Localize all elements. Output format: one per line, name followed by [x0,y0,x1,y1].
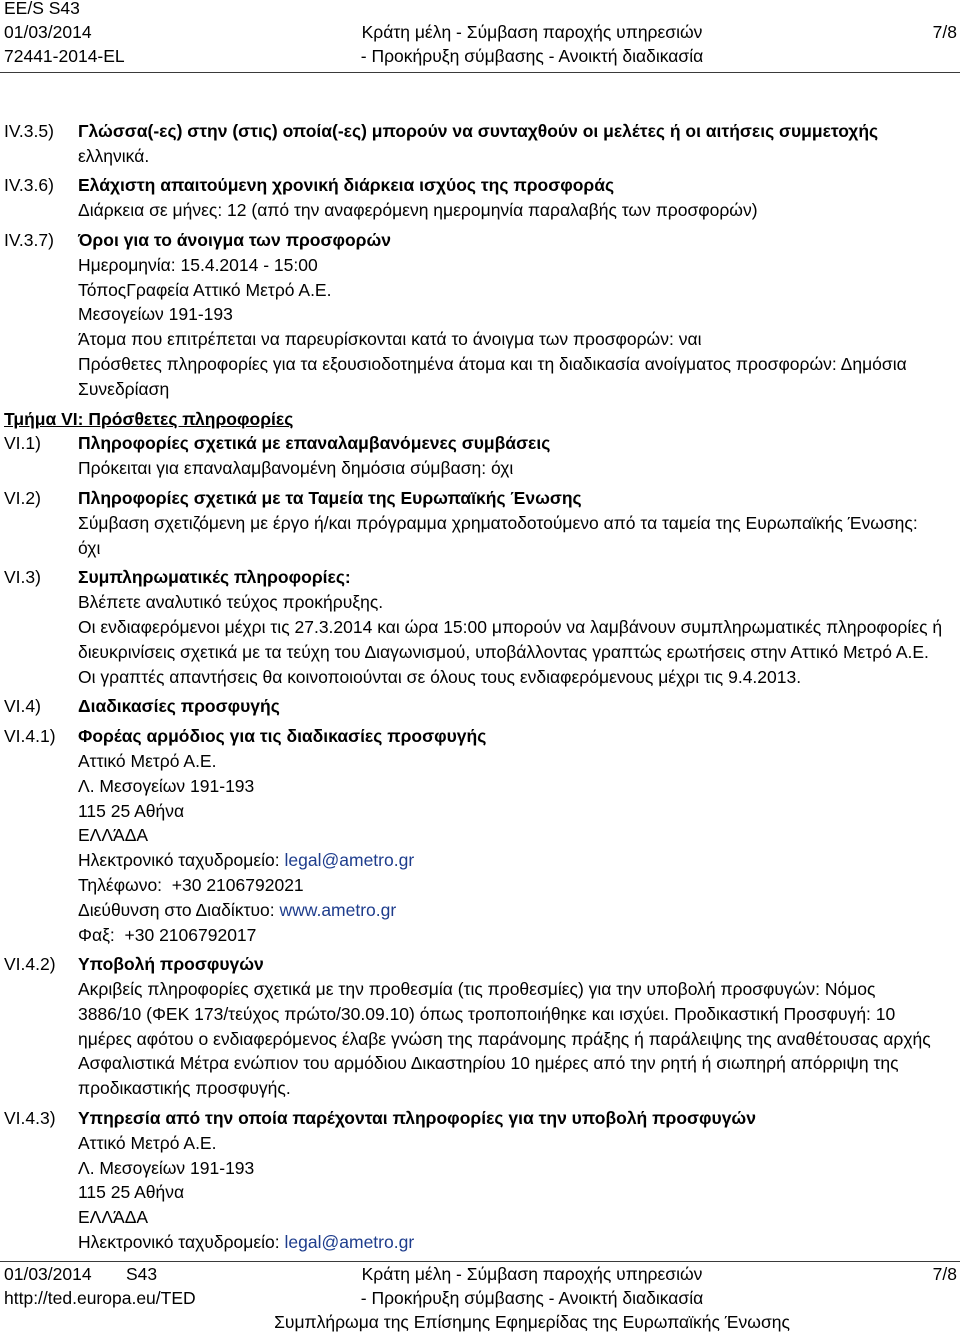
postal-town: 115 25 Αθήνα [78,1182,185,1203]
opening-additional-info: Συνεδρίαση [78,378,170,399]
item-vi-1-recurrent [0,431,960,481]
publication-date: 01/03/2014 [4,22,92,42]
header-title-line-2: - Προκήρυξη σύμβασης - Ανοικτή διαδικασία [360,46,704,66]
item-iv-3-7-opening [0,228,960,402]
item-number: VI.4) [4,696,41,717]
header-title-line-1: Κράτη μέλη - Σύμβαση παροχής υπηρεσιών [361,22,703,42]
phone-label: Τηλέφωνο: [78,874,172,895]
journal-reference: EE/S S43 [4,0,80,18]
page-header [0,0,960,68]
page-footer [0,1262,960,1334]
item-number: VI.1) [4,433,41,454]
item-heading: Υπηρεσία από την οποία παρέχονται πληροφορίες για την υποβολή προσφυγών [78,1108,756,1129]
item-vi-4-review [0,694,960,719]
organisation-name: Αττικό Μετρό Α.Ε. [78,1132,217,1153]
phone-line [78,873,960,898]
notice-number: 72441-2014-EL [4,46,125,66]
footer-issue: S43 [126,1264,158,1284]
item-text: Οι γραπτές απαντήσεις θα κοινοποιούνται σε όλους τους ενδιαφερόμενους μέχρι τις 9.4.2013. [78,666,802,687]
item-number: VI.4.2) [4,954,56,975]
item-text: Διάρκεια σε μήνες: 12 (από την αναφερόμενη ημερομηνία παραλαβής των προσφορών) [78,200,758,221]
footer-page-number: 7/8 [932,1264,957,1284]
item-number: VI.4.1) [4,726,56,747]
item-vi-3-additional-info [0,565,960,689]
item-text: ημέρες αφότου ο ενδιαφερόμενος έλαβε γνώση της παράνομης πράξης ή παράλειψης της αναθέτουσας αρχής [78,1028,931,1049]
item-heading: Υποβολή προσφυγών [78,954,264,975]
item-heading: Διαδικασίες προσφυγής [78,696,280,717]
footer-row [0,1310,960,1334]
item-text: Πρόκειται για επαναλαμβανομένη δημόσια σύμβαση: όχι [78,458,514,479]
header-row [0,44,960,68]
item-iv-3-5-languages [0,119,960,169]
item-heading: Πληροφορίες σχετικά με επαναλαμβανόμενες συμβάσεις [78,433,551,454]
footer-date: 01/03/2014 [4,1264,92,1284]
item-heading: Όροι για το άνοιγμα των προσφορών [78,229,392,250]
opening-additional-info: Πρόσθετες πληροφορίες για τα εξουσιοδοτημένα άτομα και τη διαδικασία ανοίγματος προσφορών: Δημόσια [78,353,907,374]
street-address: Λ. Μεσογείων 191-193 [78,775,255,796]
postal-town: 115 25 Αθήνα [78,800,185,821]
opening-date: Ημερομηνία: 15.4.2014 - 15:00 [78,254,318,275]
item-text: όχι [78,537,101,558]
item-text: Βλέπετε αναλυτικό τεύχος προκήρυξης. [78,592,384,613]
item-number: IV.3.7) [4,229,54,250]
footer-row [0,1262,960,1286]
fax-line [78,923,960,948]
website-line [78,898,960,923]
footer-title-line-1: Κράτη μέλη - Σύμβαση παροχής υπηρεσιών [361,1264,703,1284]
item-iv-3-6-validity [0,173,960,223]
item-text: Οι ενδιαφερόμενοι μέχρι τις 27.3.2014 και ώρα 15:00 μπορούν να λαμβάνουν συμπληρωματικές πληροφορίες ή [78,616,943,637]
item-text: Σύμβαση σχετιζόμενη με έργο ή/και πρόγραμμα χρηματοδοτούμενο από τα ταμεία της Ευρωπαϊκής Ένωσης: [78,512,918,533]
item-text: ελληνικά. [78,145,150,166]
section-title: Τμήμα VI: Πρόσθετες πληροφορίες [4,408,294,429]
notice-content [0,119,960,1260]
page-number: 7/8 [932,22,957,42]
item-text: 3886/10 (ΦΕΚ 173/τεύχος πρώτο/30.09.10) όπως τροποποιήθηκε και ισχύει. Προδικαστική Προσφυγή: 10 [78,1003,896,1024]
header-divider [0,72,960,73]
item-heading: Φορέας αρμόδιος για τις διαδικασίες προσφυγής [78,726,487,747]
item-vi-4-2-lodging [0,952,960,1101]
country: ΕΛΛΆΔΑ [78,825,149,846]
footer-url: http://ted.europa.eu/TED [4,1288,196,1308]
header-row [0,0,960,20]
item-number: IV.3.6) [4,175,54,196]
item-vi-4-3-info-service [0,1106,960,1255]
item-number: VI.2) [4,487,41,508]
item-heading: Πληροφορίες σχετικά με τα Ταμεία της Ευρωπαϊκής Ένωσης [78,487,582,508]
email-link[interactable]: legal@ametro.gr [284,1232,415,1253]
item-text: Ασφαλιστικά Μέτρα ενώπιον του αρμόδιου Δικαστηρίου 10 ημέρες από την ρητή ή σιωπηρή απόρριψη της [78,1053,899,1074]
footer-row [0,1286,960,1310]
organisation-name: Αττικό Μετρό Α.Ε. [78,750,217,771]
phone-number: +30 2106792021 [171,874,304,895]
email-line [78,1230,960,1255]
email-label: Ηλεκτρονικό ταχυδρομείο: [78,850,285,871]
website-link[interactable]: www.ametro.gr [279,899,397,920]
item-heading: Γλώσσα(-ες) στην (στις) οποία(-ες) μπορούν να συνταχθούν οι μελέτες ή οι αιτήσεις συμμετοχής [78,120,879,141]
item-number: VI.4.3) [4,1108,56,1129]
street-address: Λ. Μεσογείων 191-193 [78,1157,255,1178]
item-text: διευκρινίσεις σχετικά με τα τεύχη του Διαγωνισμού, υποβάλλοντας γραπτώς ερωτήσεις στην Αττικό Μετρό Α.Ε. [78,641,929,662]
opening-place: ΤόποςΓραφεία Αττικό Μετρό Α.Ε. [78,279,332,300]
item-text: προδικαστικής προσφυγής. [78,1078,291,1099]
item-text: Ακριβείς πληροφορίες σχετικά με την προθεσμία (τις προθεσμίες) για την υποβολή προσφυγών: Νόμος [78,979,876,1000]
item-heading: Συμπληρωματικές πληροφορίες: [78,567,351,588]
header-row [0,20,960,44]
opening-address: Μεσογείων 191-193 [78,304,233,325]
item-vi-4-1-review-body [0,724,960,947]
email-link[interactable]: legal@ametro.gr [284,850,415,871]
email-label: Ηλεκτρονικό ταχυδρομείο: [78,1232,285,1253]
country: ΕΛΛΆΔΑ [78,1207,149,1228]
footer-title-line-2: - Προκήρυξη σύμβασης - Ανοικτή διαδικασία [360,1288,704,1308]
item-number: VI.3) [4,567,41,588]
item-number: IV.3.5) [4,120,54,141]
opening-attendance: Άτομα που επιτρέπεται να παρευρίσκονται κατά το άνοιγμα των προσφορών: ναι [78,329,702,350]
website-label: Διεύθυνση στο Διαδίκτυο: [78,899,280,920]
footer-supplement: Συμπλήρωμα της Επίσημης Εφημερίδας της Ευρωπαϊκής Ένωσης [274,1312,790,1332]
item-vi-2-eu-funds [0,486,960,560]
email-line [78,848,960,873]
item-heading: Ελάχιστη απαιτούμενη χρονική διάρκεια ισχύος της προσφοράς [78,175,615,196]
fax-number: +30 2106792017 [124,924,257,945]
fax-label: Φαξ: [78,924,125,945]
